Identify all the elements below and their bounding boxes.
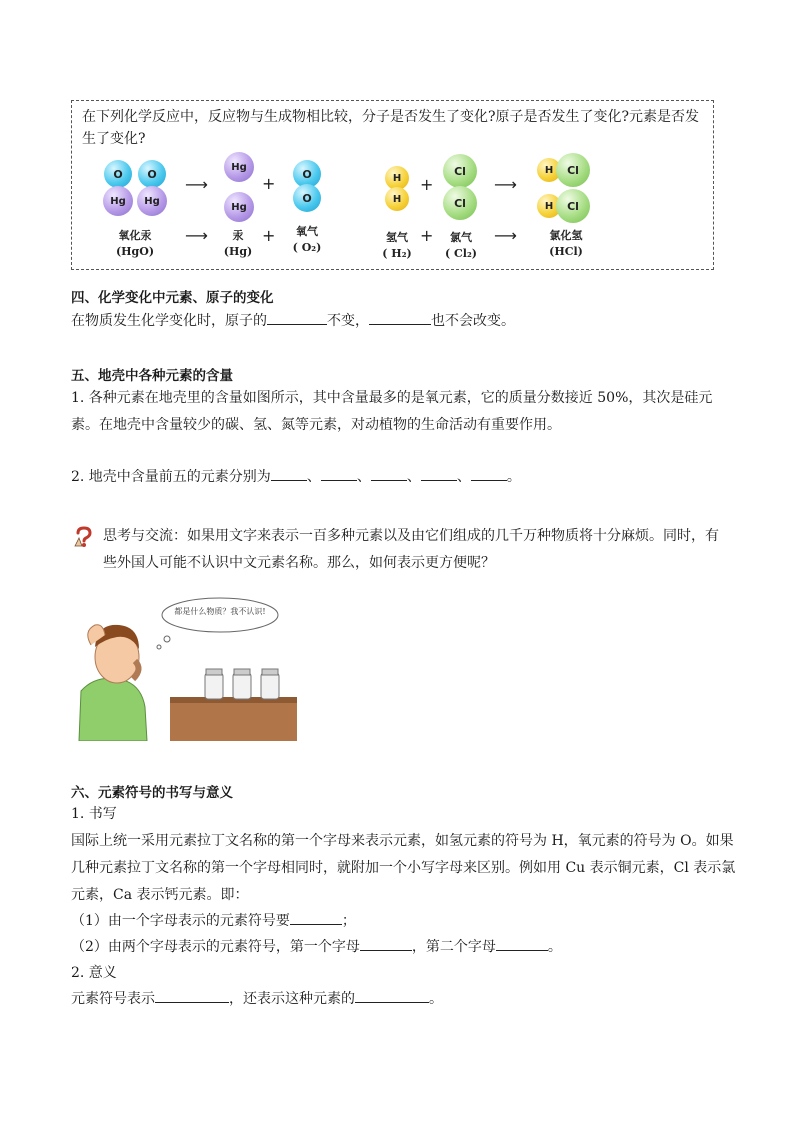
oxygen-atom: O (138, 160, 166, 188)
fill-blank[interactable] (290, 910, 342, 925)
hg-label: 汞 (Hg) (223, 229, 253, 258)
chlorine-atom: Cl (556, 153, 590, 187)
hydrogen-atom: H (537, 194, 561, 218)
fill-blank[interactable] (496, 936, 548, 951)
section5-paragraph-1: 1. 各种元素在地壳里的含量如图所示，其中含量最多的是氧元素，它的质量分数接近 50%，其次是硅元素。在地壳中含量较少的碳、氢、氮等元素，对动植物的生命活动有重要作用。 (71, 390, 713, 433)
fill-blank[interactable] (267, 310, 327, 325)
mercury-atom: Hg (103, 186, 133, 216)
chlorine-atom: Cl (556, 189, 590, 223)
section6-paragraph: 国际上统一采用元素拉丁文名称的第一个字母来表示元素，如氢元素的符号为 H，氧元素的符号为 O。如果几种元素拉丁文名称的第一个字母相同时，就附加一个小写字母来区别。例如用 Cu 表示铜元素，Cl 表示氯元素，Ca 表示钙元素。即： (71, 833, 736, 903)
fill-blank[interactable] (369, 310, 431, 325)
section6-subtitle-meaning: 2. 意义 (71, 965, 117, 981)
o2-label: 氧气 ( O₂) (292, 225, 322, 254)
meaning-text: 元素符号表示 ，还表示这种元素的 。 (71, 986, 731, 1013)
fill-blank[interactable] (360, 936, 412, 951)
mercury-atom: Hg (137, 186, 167, 216)
plus-sign: + (262, 174, 276, 193)
chlorine-atom: Cl (443, 186, 477, 220)
fill-blank[interactable] (371, 466, 407, 481)
hydrogen-atom: H (537, 158, 561, 182)
diagram-question: 在下列化学反应中，反应物与生成物相比较，分子是否发生了变化?原子是否发生了变化?元素是否发生了变化? (82, 109, 700, 147)
cl2-label: 氯气 ( Cl₂) (445, 231, 477, 260)
fill-blank[interactable] (471, 466, 507, 481)
oxygen-atom: O (104, 160, 132, 188)
reaction-arrow: ⟶ (494, 226, 517, 245)
hydrogen-atom: H (385, 187, 409, 211)
section6-title: 六、元素符号的书写与意义 (71, 785, 233, 801)
hydrogen-atom: H (385, 166, 409, 190)
rule-item-2: （2）由两个字母表示的元素符号，第一个字母 ，第二个字母 。 (71, 934, 731, 961)
h2-label: 氢气 ( H₂) (382, 231, 412, 260)
fill-blank[interactable] (155, 988, 229, 1003)
hgo-label: 氧化汞 (HgO) (115, 229, 155, 258)
chlorine-atom: Cl (443, 154, 477, 188)
section5-title: 五、地壳中各种元素的含量 (71, 368, 233, 384)
question-mark-icon (73, 526, 95, 548)
fill-blank[interactable] (321, 466, 357, 481)
oxygen-atom: O (293, 184, 321, 212)
section4-text: 在物质发生化学变化时，原子的 不变， 也不会改变。 (71, 308, 731, 335)
mercury-atom: Hg (224, 192, 254, 222)
plus-sign: + (420, 226, 434, 245)
fill-blank[interactable] (355, 988, 429, 1003)
reaction-arrow: ⟶ (494, 175, 517, 194)
fill-blank[interactable] (421, 466, 457, 481)
oxygen-atom: O (293, 160, 321, 188)
hcl-label: 氯化氢 (HCl) (549, 229, 583, 258)
mercury-atom: Hg (224, 152, 254, 182)
section5-paragraph-2: 2. 地壳中含量前五的元素分别为 、 、 、 、 。 (71, 464, 731, 491)
think-discuss-text: 思考与交流：如果用文字来表示一百多种元素以及由它们组成的几千万种物质将十分麻烦。同时，有些外国人可能不认识中文元素名称。那么，如何表示更方便呢？ (103, 528, 719, 571)
reaction-arrow: ⟶ (185, 175, 208, 194)
section4-title: 四、化学变化中元素、原子的变化 (71, 290, 274, 306)
fill-blank[interactable] (271, 466, 307, 481)
plus-sign: + (420, 175, 434, 194)
section6-subtitle-writing: 1. 书写 (71, 806, 117, 822)
thought-bubble-text: 都是什么物质？我不认识! (174, 607, 266, 616)
plus-sign: + (262, 226, 276, 245)
rule-item-1: （1）由一个字母表示的元素符号要 ； (71, 908, 731, 935)
reaction-arrow: ⟶ (185, 226, 208, 245)
